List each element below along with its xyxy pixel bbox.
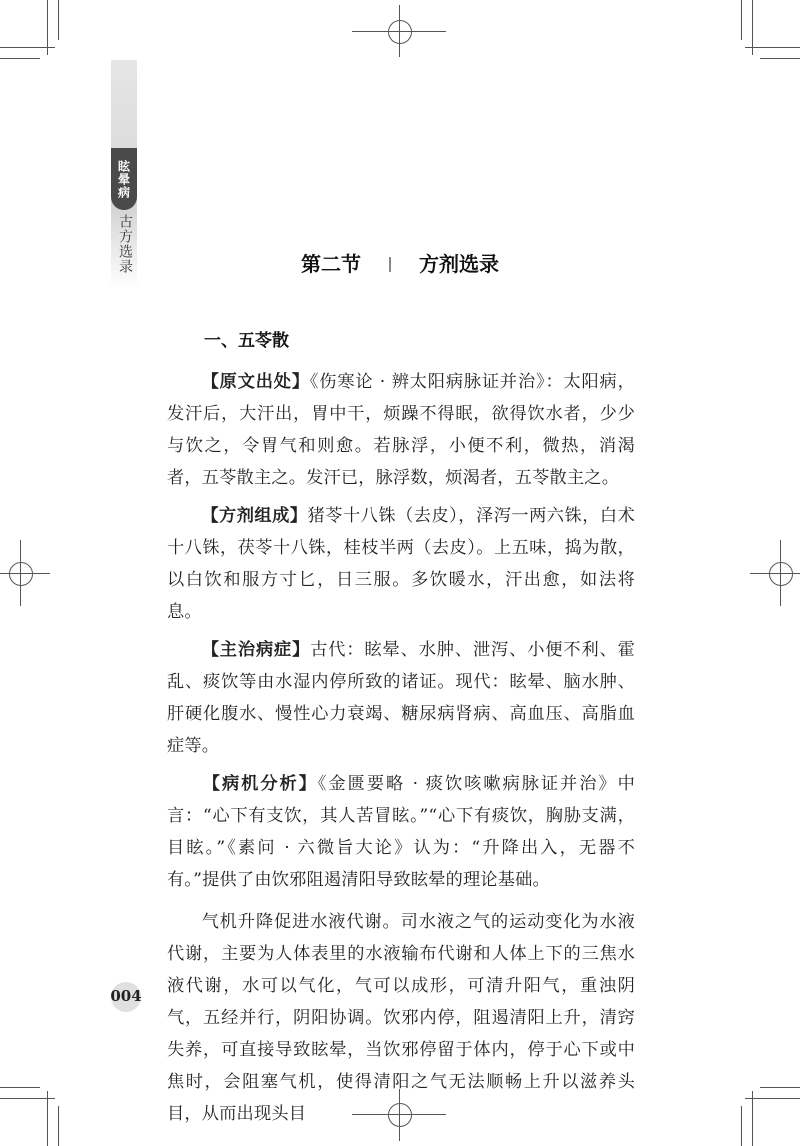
paragraph xyxy=(167,366,635,494)
paragraph xyxy=(167,906,635,1130)
paragraph xyxy=(167,500,635,628)
section-vertical-label: 古方选录 xyxy=(117,214,133,274)
paragraph-text: 气机升降促进水液代谢。司水液之气的运动变化为水液代谢，主要为人体表里的水液输布代谢和人体上下的三焦水液代谢，水可以气化，气可以成形，可清升阳气，重浊阴气，五经并行，阴阳协调。饮邪内停，阻遏清阳上升，清窍失养，可直接导致眩晕，当饮邪停留于体内，停于心下或中焦时，会阻塞气机，使得清阳之气无法顺畅上升以滋养头目，从而出现头目 xyxy=(167,912,635,1124)
chapter-badge: 眩晕病 xyxy=(111,148,137,210)
paragraph-text: 猪苓十八铢（去皮），泽泻一两六铢，白术十八铢，茯苓十八铢，桂枝半两（去皮）。上五味，捣为散，以白饮和服方寸匕，日三服。多饮暖水，汗出愈，如法将息。 xyxy=(167,506,636,622)
paragraph-text: 《金匮要略 · 痰饮咳嗽病脉证并治》中言：“心下有支饮，其人苦冒眩。”“心下有痰饮，胸胁支满，目眩。”《素问 · 六微旨大论》认为：“升降出入，无器不有。”提供了由饮邪阻遏清阳导致眩晕的理论基础。 xyxy=(167,774,635,890)
subheading: 一、五苓散 xyxy=(204,331,289,351)
paragraph-text: 《伤寒论 · 辨太阳病脉证并治》：太阳病，发汗后，大汗出，胃中干，烦躁不得眠，欲得饮水者，少少与饮之，令胃气和则愈。若脉浮，小便不利，微热，消渴者，五苓散主之。发汗已，脉浮数，烦渴者，五苓散主之。 xyxy=(167,372,635,488)
section-title: 方剂选录 xyxy=(419,252,499,276)
heading-separator xyxy=(389,257,391,272)
body-text xyxy=(167,366,635,1130)
paragraph-text: 古代：眩晕、水肿、泄泻、小便不利、霍乱、痰饮等由水湿内停所致的诸证。现代：眩晕、脑水肿、肝硬化腹水、慢性心力衰竭、糖尿病肾病、高血压、高脂血症等。 xyxy=(167,640,636,756)
paragraph xyxy=(167,634,635,762)
page-number: 004 xyxy=(110,987,142,1005)
paragraph-label: 【主治病症】 xyxy=(201,640,311,660)
paragraph-label: 【方剂组成】 xyxy=(201,506,308,526)
paragraph xyxy=(167,768,635,896)
paragraph-label: 【病机分析】 xyxy=(201,774,318,794)
section-number: 第二节 xyxy=(301,252,361,276)
page-heading xyxy=(0,248,800,277)
paragraph-label: 【原文出处】 xyxy=(201,372,310,392)
